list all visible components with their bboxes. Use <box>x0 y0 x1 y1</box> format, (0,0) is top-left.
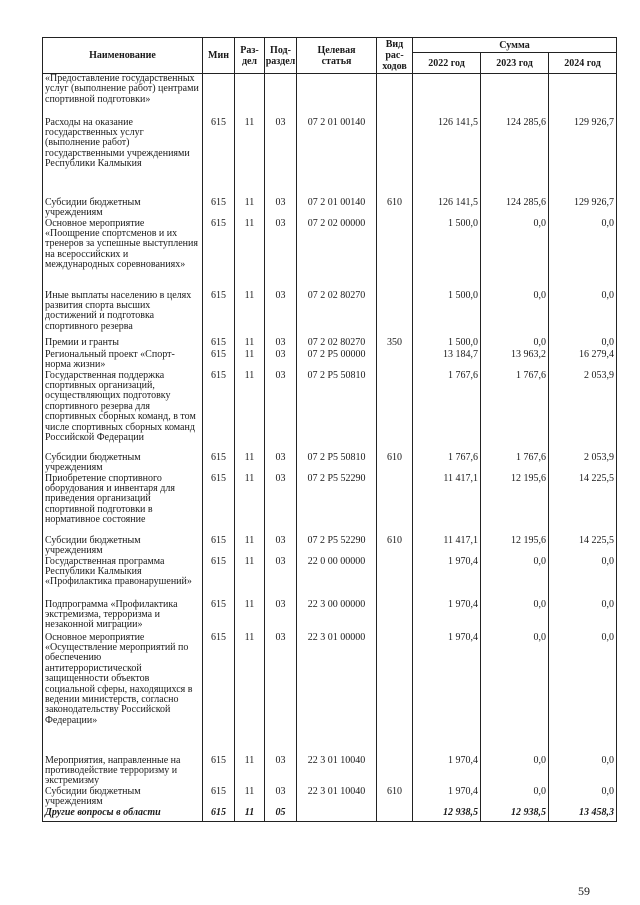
cell-target: 07 2 02 80270 <box>297 338 377 350</box>
cell-2023: 12 938,5 <box>481 808 549 822</box>
cell-vid: 350 <box>377 338 413 350</box>
cell-min: 615 <box>203 474 235 536</box>
header-vid: Вид рас- ходов <box>377 38 413 74</box>
cell-2022: 1 500,0 <box>413 338 481 350</box>
table-row <box>43 536 617 557</box>
header-year-2023: 2023 год <box>481 53 549 74</box>
cell-podrazdel: 03 <box>265 633 297 756</box>
cell-podrazdel: 03 <box>265 350 297 371</box>
cell-vid <box>377 291 413 338</box>
cell-razdel: 11 <box>235 787 265 808</box>
header-year-2024: 2024 год <box>549 53 617 74</box>
cell-target: 07 2 P5 50810 <box>297 453 377 474</box>
cell-2023: 124 285,6 <box>481 198 549 219</box>
cell-2022: 126 141,5 <box>413 198 481 219</box>
table-row <box>43 453 617 474</box>
cell-podrazdel: 03 <box>265 600 297 633</box>
table-row <box>43 756 617 787</box>
cell-2024: 0,0 <box>549 219 617 291</box>
cell-razdel: 11 <box>235 536 265 557</box>
cell-2022: 1 500,0 <box>413 291 481 338</box>
cell-target <box>297 74 377 118</box>
cell-2024 <box>549 74 617 118</box>
table-row <box>43 350 617 371</box>
cell-min: 615 <box>203 453 235 474</box>
cell-name: Основное мероприятие «Поощрение спортсменов и их тренеров за успешные выступления на всероссийских и международных соревнованиях» <box>43 219 203 291</box>
cell-min: 615 <box>203 198 235 219</box>
cell-name: Государственная поддержка спортивных организаций, осуществляющих подготовку спортивного резерва для спортивных сборных команд, в том числе спортивных сборных команд Российской Федерации <box>43 371 203 453</box>
cell-name: Расходы на оказание государственных услуг (выполнение работ) государственными учреждениями Республики Калмыкия <box>43 118 203 198</box>
cell-2022: 11 417,1 <box>413 474 481 536</box>
cell-2022 <box>413 74 481 118</box>
cell-2022: 1 970,4 <box>413 756 481 787</box>
cell-2024: 0,0 <box>549 787 617 808</box>
cell-podrazdel: 03 <box>265 198 297 219</box>
cell-podrazdel: 03 <box>265 787 297 808</box>
cell-target: 07 2 P5 50810 <box>297 371 377 453</box>
cell-vid <box>377 633 413 756</box>
cell-razdel: 11 <box>235 633 265 756</box>
cell-target: 07 2 02 80270 <box>297 291 377 338</box>
cell-vid: 610 <box>377 787 413 808</box>
cell-podrazdel: 05 <box>265 808 297 822</box>
cell-2024: 2 053,9 <box>549 453 617 474</box>
cell-name: Государственная программа Республики Калмыкия «Профилактика правонарушений» <box>43 557 203 600</box>
page-number: 59 <box>578 884 590 898</box>
cell-razdel: 11 <box>235 350 265 371</box>
budget-table-sheet <box>42 37 616 822</box>
cell-podrazdel: 03 <box>265 557 297 600</box>
table-row <box>43 557 617 600</box>
cell-vid: 610 <box>377 198 413 219</box>
cell-vid <box>377 219 413 291</box>
cell-2023: 13 963,2 <box>481 350 549 371</box>
cell-razdel: 11 <box>235 371 265 453</box>
cell-podrazdel: 03 <box>265 536 297 557</box>
cell-min: 615 <box>203 557 235 600</box>
table-row <box>43 808 617 822</box>
cell-target: 07 2 P5 52290 <box>297 474 377 536</box>
cell-vid <box>377 600 413 633</box>
cell-2023: 0,0 <box>481 291 549 338</box>
cell-vid <box>377 474 413 536</box>
cell-target: 22 3 01 00000 <box>297 633 377 756</box>
cell-razdel: 11 <box>235 453 265 474</box>
cell-razdel: 11 <box>235 474 265 536</box>
table-row <box>43 74 617 118</box>
cell-vid: 610 <box>377 453 413 474</box>
cell-2023: 0,0 <box>481 600 549 633</box>
cell-2022: 12 938,5 <box>413 808 481 822</box>
table-row <box>43 371 617 453</box>
cell-2022: 1 970,4 <box>413 787 481 808</box>
cell-target: 07 2 01 00140 <box>297 198 377 219</box>
cell-name: Субсидии бюджетным учреждениям <box>43 787 203 808</box>
cell-vid <box>377 557 413 600</box>
header-name: Наименование <box>43 38 203 74</box>
cell-podrazdel: 03 <box>265 371 297 453</box>
cell-name: «Предоставление государственных услуг (выполнение работ) центрами спортивной подготовки» <box>43 74 203 118</box>
cell-razdel <box>235 74 265 118</box>
cell-razdel: 11 <box>235 600 265 633</box>
cell-vid: 610 <box>377 536 413 557</box>
cell-min: 615 <box>203 338 235 350</box>
cell-vid <box>377 74 413 118</box>
cell-vid <box>377 350 413 371</box>
cell-2024: 0,0 <box>549 291 617 338</box>
table-row <box>43 118 617 198</box>
cell-razdel: 11 <box>235 756 265 787</box>
cell-razdel: 11 <box>235 557 265 600</box>
cell-name: Подпрограмма «Профилактика экстремизма, терроризма и незаконной миграции» <box>43 600 203 633</box>
cell-2023: 0,0 <box>481 756 549 787</box>
cell-podrazdel: 03 <box>265 756 297 787</box>
cell-target: 22 3 01 10040 <box>297 787 377 808</box>
cell-2024: 0,0 <box>549 633 617 756</box>
header-razdel: Раз- дел <box>235 38 265 74</box>
cell-target: 22 0 00 00000 <box>297 557 377 600</box>
table-row <box>43 338 617 350</box>
table-row <box>43 198 617 219</box>
cell-2023 <box>481 74 549 118</box>
cell-2024: 14 225,5 <box>549 474 617 536</box>
cell-min: 615 <box>203 291 235 338</box>
header-target: Целевая статья <box>297 38 377 74</box>
cell-podrazdel: 03 <box>265 453 297 474</box>
cell-podrazdel: 03 <box>265 118 297 198</box>
cell-name: Региональный проект «Спорт-норма жизни» <box>43 350 203 371</box>
cell-podrazdel: 03 <box>265 338 297 350</box>
cell-2024: 14 225,5 <box>549 536 617 557</box>
cell-target: 07 2 01 00140 <box>297 118 377 198</box>
cell-name: Субсидии бюджетным учреждениям <box>43 198 203 219</box>
cell-podrazdel: 03 <box>265 291 297 338</box>
cell-2022: 1 767,6 <box>413 453 481 474</box>
cell-name: Субсидии бюджетным учреждениям <box>43 536 203 557</box>
cell-min: 615 <box>203 371 235 453</box>
cell-target: 07 2 P5 00000 <box>297 350 377 371</box>
cell-name: Иные выплаты населению в целях развития спорта высших достижений и подготовка спортивного резерва <box>43 291 203 338</box>
cell-2022: 1 970,4 <box>413 633 481 756</box>
cell-2022: 1 970,4 <box>413 600 481 633</box>
cell-razdel: 11 <box>235 219 265 291</box>
cell-razdel: 11 <box>235 338 265 350</box>
cell-2023: 12 195,6 <box>481 536 549 557</box>
cell-2022: 1 767,6 <box>413 371 481 453</box>
cell-min <box>203 74 235 118</box>
cell-target: 07 2 02 00000 <box>297 219 377 291</box>
table-row <box>43 219 617 291</box>
cell-target: 22 3 00 00000 <box>297 600 377 633</box>
budget-table-body <box>43 74 617 822</box>
cell-razdel: 11 <box>235 808 265 822</box>
cell-min: 615 <box>203 536 235 557</box>
cell-2023: 0,0 <box>481 557 549 600</box>
cell-2023: 0,0 <box>481 338 549 350</box>
cell-name: Премии и гранты <box>43 338 203 350</box>
cell-2024: 0,0 <box>549 338 617 350</box>
cell-name: Другие вопросы в области <box>43 808 203 822</box>
cell-2023: 0,0 <box>481 219 549 291</box>
table-row <box>43 291 617 338</box>
cell-2023: 12 195,6 <box>481 474 549 536</box>
table-row <box>43 633 617 756</box>
cell-2023: 1 767,6 <box>481 453 549 474</box>
cell-2024: 129 926,7 <box>549 118 617 198</box>
table-row <box>43 474 617 536</box>
cell-2022: 1 500,0 <box>413 219 481 291</box>
cell-2024: 16 279,4 <box>549 350 617 371</box>
cell-2024: 2 053,9 <box>549 371 617 453</box>
cell-min: 615 <box>203 118 235 198</box>
cell-podrazdel <box>265 74 297 118</box>
cell-vid <box>377 756 413 787</box>
cell-vid <box>377 371 413 453</box>
cell-2023: 1 767,6 <box>481 371 549 453</box>
cell-min: 615 <box>203 350 235 371</box>
cell-2024: 0,0 <box>549 557 617 600</box>
cell-min: 615 <box>203 787 235 808</box>
cell-2022: 13 184,7 <box>413 350 481 371</box>
cell-podrazdel: 03 <box>265 474 297 536</box>
cell-2023: 0,0 <box>481 787 549 808</box>
budget-table <box>42 37 617 822</box>
cell-target: 07 2 P5 52290 <box>297 536 377 557</box>
cell-2024: 129 926,7 <box>549 198 617 219</box>
header-year-2022: 2022 год <box>413 53 481 74</box>
header-min: Мин <box>203 38 235 74</box>
header-summa: Сумма <box>413 38 617 53</box>
table-row <box>43 600 617 633</box>
cell-name: Субсидии бюджетным учреждениям <box>43 453 203 474</box>
cell-min: 615 <box>203 219 235 291</box>
cell-2022: 126 141,5 <box>413 118 481 198</box>
cell-name: Мероприятия, направленные на противодействие терроризму и экстремизму <box>43 756 203 787</box>
cell-razdel: 11 <box>235 198 265 219</box>
cell-2024: 0,0 <box>549 756 617 787</box>
cell-name: Приобретение спортивного оборудования и инвентаря для приведения организаций спортивной подготовки в нормативное состояние <box>43 474 203 536</box>
cell-razdel: 11 <box>235 291 265 338</box>
cell-min: 615 <box>203 633 235 756</box>
cell-min: 615 <box>203 756 235 787</box>
cell-min: 615 <box>203 808 235 822</box>
cell-vid <box>377 118 413 198</box>
cell-target: 22 3 01 10040 <box>297 756 377 787</box>
cell-razdel: 11 <box>235 118 265 198</box>
cell-name: Основное мероприятие «Осуществление мероприятий по обеспечению антитеррористической защищенности объектов социальной сферы, находящихся в ведении министерств, согласно законодательству Российской Федерации» <box>43 633 203 756</box>
cell-2022: 11 417,1 <box>413 536 481 557</box>
cell-min: 615 <box>203 600 235 633</box>
cell-target <box>297 808 377 822</box>
cell-vid <box>377 808 413 822</box>
table-row <box>43 787 617 808</box>
cell-2022: 1 970,4 <box>413 557 481 600</box>
cell-2023: 124 285,6 <box>481 118 549 198</box>
cell-2024: 0,0 <box>549 600 617 633</box>
cell-2023: 0,0 <box>481 633 549 756</box>
cell-podrazdel: 03 <box>265 219 297 291</box>
cell-2024: 13 458,3 <box>549 808 617 822</box>
header-podrazdel: Под- раздел <box>265 38 297 74</box>
